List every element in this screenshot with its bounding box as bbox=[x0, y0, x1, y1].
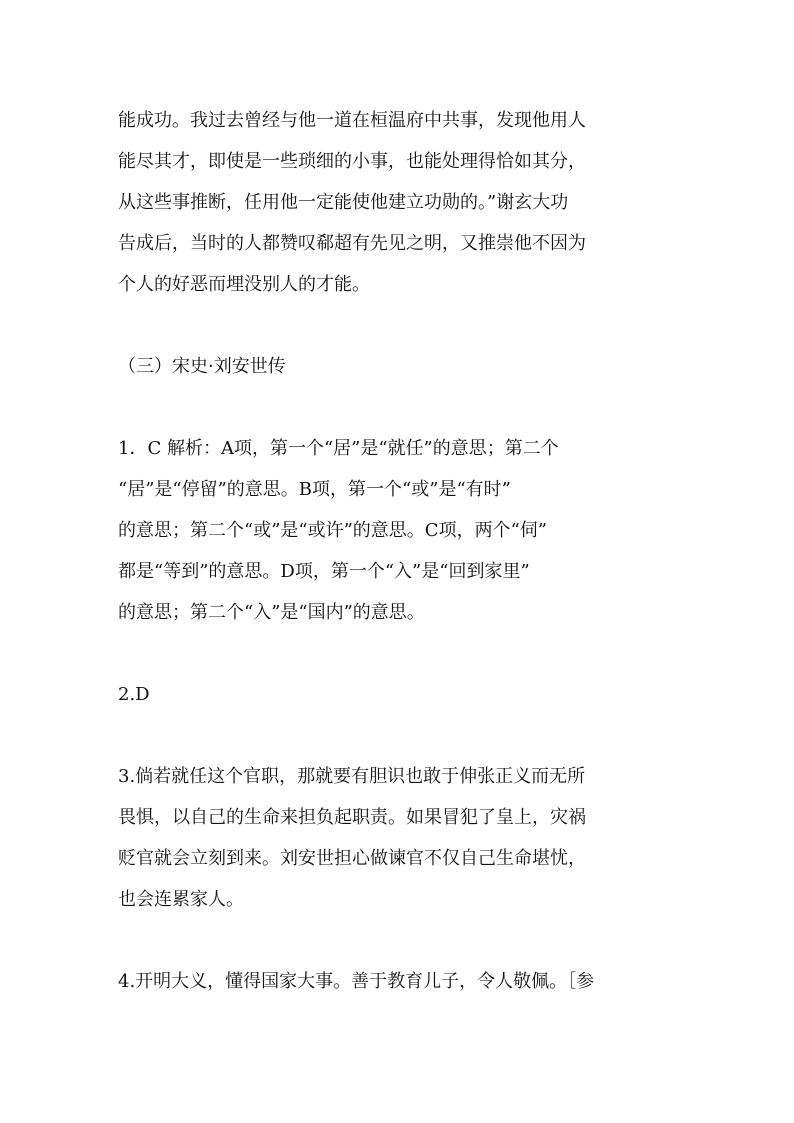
text-line: 的意思；第二个“入”是“国内”的意思。 bbox=[118, 602, 425, 623]
text-line: 告成后，当时的人都赞叹郗超有先见之明，又推崇他不因为 bbox=[118, 233, 586, 254]
text-line: 能尽其才，即使是一些琐细的小事，也能处理得恰如其分， bbox=[118, 151, 586, 172]
text-line: 2.D bbox=[118, 684, 150, 705]
text-line: 的意思；第二个“或”是“或许”的意思。C项，两个“伺” bbox=[118, 520, 547, 541]
answer-4 bbox=[118, 961, 682, 1002]
text-line: 也会连累家人。 bbox=[118, 889, 244, 910]
text-line: 畏惧，以自己的生命来担负起职责。如果冒犯了皇上，灾祸 bbox=[118, 807, 586, 828]
answer-3 bbox=[118, 756, 682, 920]
paragraph-xie-an-story bbox=[118, 100, 682, 305]
answer-2 bbox=[118, 674, 682, 715]
section-heading bbox=[118, 346, 682, 387]
text-line: 4.开明大义，懂得国家大事。善于教育儿子，令人敬佩。［参 bbox=[118, 971, 595, 992]
document-body bbox=[118, 100, 682, 1002]
text-line: “居”是“停留”的意思。B项，第一个“或”是“有时” bbox=[118, 479, 511, 500]
text-line: 从这些事推断，任用他一定能使他建立功勋的。”谢玄大功 bbox=[118, 192, 569, 213]
text-line: 都是“等到”的意思。D项，第一个“入”是“回到家里” bbox=[118, 561, 530, 582]
text-line: 能成功。我过去曾经与他一道在桓温府中共事，发现他用人 bbox=[118, 110, 586, 131]
text-line: 1．C 解析：A项，第一个“居”是“就任”的意思；第二个 bbox=[118, 438, 559, 459]
text-line: 个人的好恶而埋没别人的才能。 bbox=[118, 274, 370, 295]
answer-1 bbox=[118, 428, 682, 633]
text-line: 贬官就会立刻到来。刘安世担心做谏官不仅自己生命堪忧， bbox=[118, 848, 586, 869]
text-line: 3.倘若就任这个官职，那就要有胆识也敢于伸张正义而无所 bbox=[118, 766, 586, 787]
section-title: （三）宋史·刘安世传 bbox=[118, 356, 286, 377]
